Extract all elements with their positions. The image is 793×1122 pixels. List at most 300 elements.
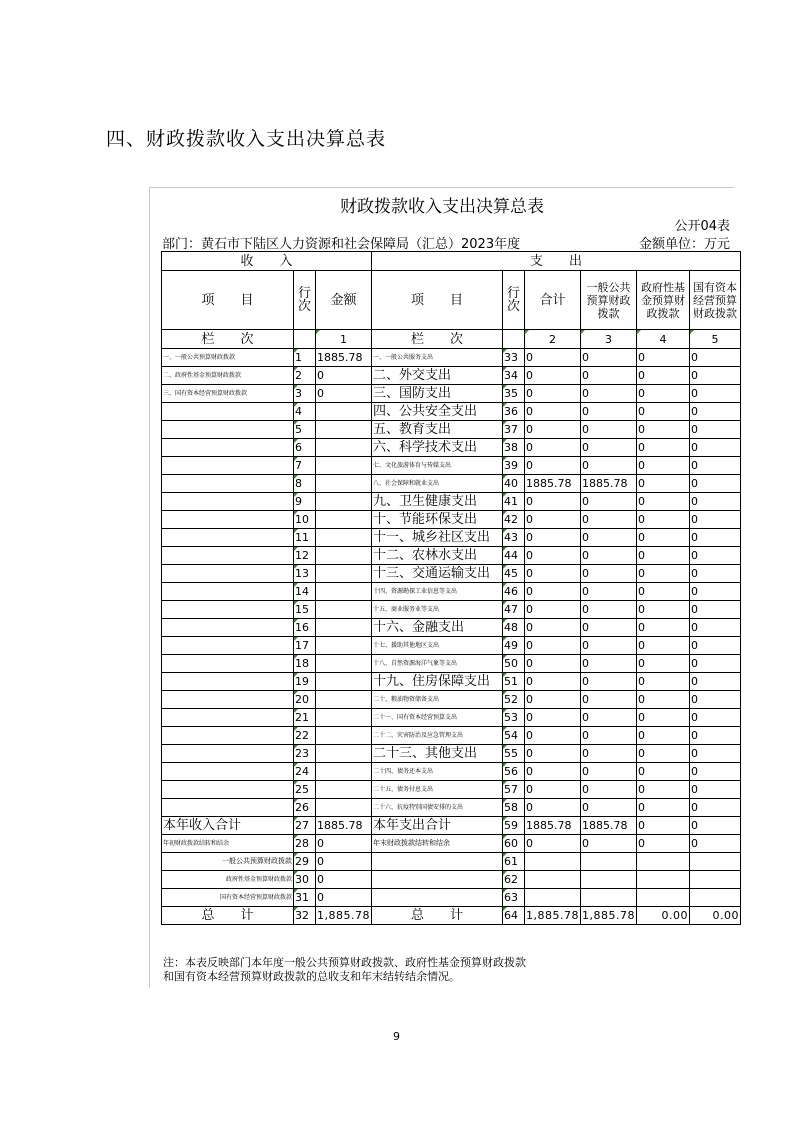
gf-amount: 0	[636, 385, 689, 403]
table-row	[162, 619, 741, 637]
left-row-no: 2	[294, 367, 316, 385]
left-amount	[316, 781, 372, 799]
sc-amount: 0	[689, 421, 740, 439]
left-item	[162, 493, 294, 511]
right-row-no: 53	[502, 709, 524, 727]
total-amount: 0	[524, 511, 580, 529]
right-item: 四、公共安全支出	[371, 403, 502, 421]
right-item: 八、社会保障和就业支出	[371, 475, 502, 493]
gf-amount: 0	[636, 619, 689, 637]
gf-amount: 0	[636, 565, 689, 583]
table-row	[162, 457, 741, 475]
sc-amount: 0	[689, 619, 740, 637]
left-amount: 0	[316, 853, 372, 871]
total-amount: 0	[524, 385, 580, 403]
left-item	[162, 403, 294, 421]
gp-amount	[580, 853, 636, 871]
gp-amount: 0	[580, 565, 636, 583]
total-amount: 0	[524, 457, 580, 475]
right-item: 十二、农林水支出	[371, 547, 502, 565]
right-row-no: 62	[502, 871, 524, 889]
left-item: 年初财政拨款结转和结余	[162, 835, 294, 853]
right-item: 十、节能环保支出	[371, 511, 502, 529]
total-amount: 0	[524, 367, 580, 385]
gp-amount: 1885.78	[580, 475, 636, 493]
total-amount: 1885.78	[524, 475, 580, 493]
gp-amount: 0	[580, 691, 636, 709]
right-item: 本年支出合计	[371, 817, 502, 835]
sc-amount: 0	[689, 493, 740, 511]
gf-amount: 0	[636, 511, 689, 529]
sc-amount: 0	[689, 835, 740, 853]
right-row-no: 36	[502, 403, 524, 421]
sc-amount: 0	[689, 529, 740, 547]
gf-amount: 0	[636, 727, 689, 745]
gf-amount: 0	[636, 817, 689, 835]
gf-amount: 0	[636, 601, 689, 619]
col-index-3: 3	[580, 330, 636, 349]
gf-amount: 0	[636, 439, 689, 457]
gp-amount: 0	[580, 511, 636, 529]
table-row	[162, 655, 741, 673]
left-item	[162, 421, 294, 439]
total-amount: 0	[524, 637, 580, 655]
left-amount: 0	[316, 889, 372, 907]
left-item	[162, 547, 294, 565]
right-row-no: 35	[502, 385, 524, 403]
table-row	[162, 529, 741, 547]
gf-amount: 0	[636, 655, 689, 673]
total-amount	[524, 889, 580, 907]
right-item: 十四、资源勘探工业信息等支出	[371, 583, 502, 601]
left-item	[162, 475, 294, 493]
right-row-no: 47	[502, 601, 524, 619]
right-item: 二十三、其他支出	[371, 745, 502, 763]
gf-amount	[636, 871, 689, 889]
gp-amount: 0	[580, 583, 636, 601]
right-item: 五、教育支出	[371, 421, 502, 439]
total-amount: 0	[524, 763, 580, 781]
table-row	[162, 871, 741, 889]
total-amount: 0	[524, 547, 580, 565]
gf-amount	[636, 853, 689, 871]
income-header: 收 入	[162, 252, 372, 271]
gf-amount: 0	[636, 691, 689, 709]
form-code: 公开04表	[674, 219, 730, 234]
sc-amount: 0	[689, 655, 740, 673]
left-amount	[316, 799, 372, 817]
left-row-no: 29	[294, 853, 316, 871]
budget-table	[161, 251, 741, 925]
left-item	[162, 709, 294, 727]
left-row-no: 10	[294, 511, 316, 529]
right-item: 六、科学技术支出	[371, 439, 502, 457]
left-row-no: 26	[294, 799, 316, 817]
left-item	[162, 619, 294, 637]
gf-amount	[636, 889, 689, 907]
table-row	[162, 403, 741, 421]
sc-amount: 0	[689, 385, 740, 403]
left-row-no: 7	[294, 457, 316, 475]
gp-amount: 0	[580, 781, 636, 799]
left-row-no: 25	[294, 781, 316, 799]
left-amount: 0	[316, 367, 372, 385]
left-row-no: 23	[294, 745, 316, 763]
total-amount: 0	[524, 565, 580, 583]
left-amount: 0	[316, 385, 372, 403]
col-index-5: 5	[689, 330, 740, 349]
right-item: 二十二、灾害防治及应急管理支出	[371, 727, 502, 745]
left-row-no: 8	[294, 475, 316, 493]
total-amount: 1885.78	[524, 817, 580, 835]
left-row-no: 13	[294, 565, 316, 583]
total-header: 合计	[524, 271, 580, 330]
gf-amount: 0	[636, 367, 689, 385]
left-amount	[316, 637, 372, 655]
left-amount	[316, 403, 372, 421]
total-amount: 0	[524, 691, 580, 709]
gf-amount: 0	[636, 547, 689, 565]
gp-header: 一般公共预算财政拨款	[580, 271, 636, 330]
sc-amount	[689, 853, 740, 871]
left-amount	[316, 619, 372, 637]
table-row	[162, 493, 741, 511]
footnote	[163, 956, 526, 984]
right-row-no: 63	[502, 889, 524, 907]
sc-header: 国有资本经营预算财政拨款	[689, 271, 740, 330]
gp-amount: 0	[580, 547, 636, 565]
table-row	[162, 691, 741, 709]
left-row-no: 11	[294, 529, 316, 547]
gp-amount: 0	[580, 493, 636, 511]
right-row-no: 48	[502, 619, 524, 637]
sc-amount: 0	[689, 547, 740, 565]
left-item	[162, 673, 294, 691]
total-amount: 0	[524, 601, 580, 619]
gf-amount: 0	[636, 745, 689, 763]
left-amount	[316, 583, 372, 601]
left-amount	[316, 421, 372, 439]
table-row	[162, 565, 741, 583]
left-item	[162, 529, 294, 547]
gp-amount: 0	[580, 637, 636, 655]
left-row-no: 27	[294, 817, 316, 835]
department-label	[162, 233, 520, 252]
gp-amount: 0	[580, 835, 636, 853]
gf-amount: 0	[636, 493, 689, 511]
sc-amount: 0	[689, 691, 740, 709]
total-amount: 0	[524, 745, 580, 763]
right-item	[371, 871, 502, 889]
left-row-no: 19	[294, 673, 316, 691]
table-row	[162, 385, 741, 403]
gp-amount: 1885.78	[580, 817, 636, 835]
table-row	[162, 799, 741, 817]
left-amount	[316, 493, 372, 511]
right-row-no: 46	[502, 583, 524, 601]
right-row-no: 52	[502, 691, 524, 709]
left-row-no: 1	[294, 349, 316, 367]
right-item: 十九、住房保障支出	[371, 673, 502, 691]
left-item: 一、一般公共预算财政拨款	[162, 349, 294, 367]
left-item	[162, 727, 294, 745]
amount-unit: 金额单位：万元	[638, 237, 730, 252]
left-item	[162, 601, 294, 619]
right-item: 七、文化旅游体育与传媒支出	[371, 457, 502, 475]
sc-amount: 0	[689, 673, 740, 691]
page-heading: 四、财政拨款收入支出决算总表	[106, 128, 387, 150]
right-item: 二十五、债务付息支出	[371, 781, 502, 799]
department-name: 部门：黄石市下陆区人力资源和社会保障局（汇总）	[162, 237, 462, 252]
left-row-no: 17	[294, 637, 316, 655]
left-item	[162, 439, 294, 457]
table-row	[162, 367, 741, 385]
grand-total-gf: 0.00	[636, 907, 689, 925]
gf-amount: 0	[636, 475, 689, 493]
table-row	[162, 889, 741, 907]
sc-amount: 0	[689, 457, 740, 475]
gf-amount: 0	[636, 457, 689, 475]
table-row	[162, 763, 741, 781]
table-row	[162, 475, 741, 493]
grand-total-label-right: 总 计	[371, 907, 502, 925]
left-row-no: 14	[294, 583, 316, 601]
gp-amount: 0	[580, 619, 636, 637]
table-row	[162, 583, 741, 601]
right-item: 十五、商业服务业等支出	[371, 601, 502, 619]
grand-total-label-left: 总 计	[162, 907, 294, 925]
right-row-no: 54	[502, 727, 524, 745]
left-amount	[316, 457, 372, 475]
right-row-no: 45	[502, 565, 524, 583]
left-amount	[316, 475, 372, 493]
right-item: 二十四、债务还本支出	[371, 763, 502, 781]
left-row-no: 4	[294, 403, 316, 421]
sc-amount: 0	[689, 763, 740, 781]
gp-amount: 0	[580, 727, 636, 745]
gf-amount: 0	[636, 673, 689, 691]
gp-amount	[580, 889, 636, 907]
table-row	[162, 709, 741, 727]
right-item: 十八、自然资源海洋气象等支出	[371, 655, 502, 673]
right-row-no: 44	[502, 547, 524, 565]
left-amount	[316, 691, 372, 709]
gp-amount: 0	[580, 709, 636, 727]
table-row	[162, 511, 741, 529]
income-amount-header: 金额	[316, 271, 372, 330]
right-item: 二十、粮油物资储备支出	[371, 691, 502, 709]
right-item: 十六、金融支出	[371, 619, 502, 637]
right-row-no: 33	[502, 349, 524, 367]
gf-amount: 0	[636, 835, 689, 853]
total-amount: 0	[524, 349, 580, 367]
left-row-no: 20	[294, 691, 316, 709]
total-amount: 0	[524, 421, 580, 439]
total-amount: 0	[524, 529, 580, 547]
total-amount: 0	[524, 835, 580, 853]
col-label-right: 栏 次	[371, 330, 502, 349]
footnote-line: 和国有资本经营预算财政拨款的总收支和年末结转结余情况。	[163, 970, 460, 983]
table-row	[162, 745, 741, 763]
table-row	[162, 817, 741, 835]
right-row-no: 55	[502, 745, 524, 763]
col-blank	[502, 330, 524, 349]
sc-amount: 0	[689, 727, 740, 745]
grand-total-amount-left: 1,885.78	[316, 907, 372, 925]
expense-header: 支 出	[371, 252, 740, 271]
sc-amount	[689, 889, 740, 907]
right-item	[371, 853, 502, 871]
total-amount: 0	[524, 709, 580, 727]
left-item	[162, 637, 294, 655]
left-row-no: 31	[294, 889, 316, 907]
total-row	[162, 907, 741, 925]
sc-amount: 0	[689, 565, 740, 583]
gp-amount: 0	[580, 421, 636, 439]
total-amount	[524, 853, 580, 871]
sc-amount: 0	[689, 475, 740, 493]
grand-total-sum: 1,885.78	[524, 907, 580, 925]
left-item	[162, 655, 294, 673]
sc-amount: 0	[689, 799, 740, 817]
gf-amount: 0	[636, 709, 689, 727]
left-amount: 1885.78	[316, 817, 372, 835]
gp-amount: 0	[580, 349, 636, 367]
right-row-no: 58	[502, 799, 524, 817]
gf-amount: 0	[636, 781, 689, 799]
gp-amount: 0	[580, 385, 636, 403]
income-item-header: 项 目	[162, 271, 294, 330]
table-row	[162, 727, 741, 745]
grand-total-rowno-left: 32	[294, 907, 316, 925]
table-row	[162, 421, 741, 439]
total-amount: 0	[524, 727, 580, 745]
left-row-no: 30	[294, 871, 316, 889]
gf-amount: 0	[636, 637, 689, 655]
left-amount: 0	[316, 871, 372, 889]
left-item	[162, 763, 294, 781]
left-row-no: 28	[294, 835, 316, 853]
left-item: 政府性基金预算财政拨款	[162, 871, 294, 889]
total-amount: 0	[524, 781, 580, 799]
left-row-no: 24	[294, 763, 316, 781]
left-amount	[316, 511, 372, 529]
right-row-no: 42	[502, 511, 524, 529]
sc-amount: 0	[689, 601, 740, 619]
total-amount: 0	[524, 673, 580, 691]
left-item: 本年收入合计	[162, 817, 294, 835]
gp-amount: 0	[580, 673, 636, 691]
right-row-no: 59	[502, 817, 524, 835]
gp-amount: 0	[580, 403, 636, 421]
right-row-no: 60	[502, 835, 524, 853]
left-item: 国有资本经营预算财政拨款	[162, 889, 294, 907]
gf-amount: 0	[636, 529, 689, 547]
table-row	[162, 673, 741, 691]
table-row	[162, 781, 741, 799]
left-row-no: 16	[294, 619, 316, 637]
sc-amount: 0	[689, 439, 740, 457]
gf-amount: 0	[636, 763, 689, 781]
sc-amount: 0	[689, 349, 740, 367]
sc-amount	[689, 871, 740, 889]
grand-total-sc: 0.00	[689, 907, 740, 925]
sc-amount: 0	[689, 709, 740, 727]
sheet-title: 财政拨款收入支出决算总表	[340, 197, 544, 217]
total-amount: 0	[524, 799, 580, 817]
left-amount	[316, 763, 372, 781]
right-item: 三、国防支出	[371, 385, 502, 403]
gp-amount: 0	[580, 529, 636, 547]
table-row	[162, 637, 741, 655]
table-row	[162, 853, 741, 871]
left-item	[162, 691, 294, 709]
total-amount: 0	[524, 403, 580, 421]
left-item	[162, 457, 294, 475]
total-amount: 0	[524, 439, 580, 457]
gf-header: 政府性基金预算财政拨款	[636, 271, 689, 330]
left-row-no: 3	[294, 385, 316, 403]
left-row-no: 15	[294, 601, 316, 619]
gf-amount: 0	[636, 421, 689, 439]
report-year: 2023年度	[461, 237, 521, 252]
left-amount	[316, 601, 372, 619]
right-row-no: 40	[502, 475, 524, 493]
grand-total-gp: 1,885.78	[580, 907, 636, 925]
col-index-2: 2	[524, 330, 580, 349]
left-item: 一般公共预算财政拨款	[162, 853, 294, 871]
gp-amount: 0	[580, 799, 636, 817]
footnote-line: 注：本表反映部门本年度一般公共预算财政拨款、政府性基金预算财政拨款	[163, 956, 526, 969]
total-amount: 0	[524, 619, 580, 637]
right-row-no: 43	[502, 529, 524, 547]
sc-amount: 0	[689, 781, 740, 799]
left-row-no: 21	[294, 709, 316, 727]
expense-item-header: 项 目	[371, 271, 502, 330]
col-blank	[294, 330, 316, 349]
col-label-left: 栏 次	[162, 330, 294, 349]
gp-amount	[580, 871, 636, 889]
table-row	[162, 601, 741, 619]
right-item: 九、卫生健康支出	[371, 493, 502, 511]
left-amount: 0	[316, 835, 372, 853]
right-item	[371, 889, 502, 907]
total-amount: 0	[524, 583, 580, 601]
sc-amount: 0	[689, 511, 740, 529]
col-index-4: 4	[636, 330, 689, 349]
right-item: 二十一、国有资本经营预算支出	[371, 709, 502, 727]
left-amount	[316, 673, 372, 691]
left-amount	[316, 565, 372, 583]
left-amount	[316, 439, 372, 457]
left-item	[162, 781, 294, 799]
left-row-no: 5	[294, 421, 316, 439]
right-row-no: 49	[502, 637, 524, 655]
left-amount	[316, 727, 372, 745]
grand-total-rowno-right: 64	[502, 907, 524, 925]
expense-rowno-header: 行次	[502, 271, 524, 330]
right-row-no: 56	[502, 763, 524, 781]
left-item: 三、国有资本经营预算财政拨款	[162, 385, 294, 403]
right-item: 二十六、抗疫特别国债安排的支出	[371, 799, 502, 817]
right-row-no: 39	[502, 457, 524, 475]
left-row-no: 18	[294, 655, 316, 673]
right-item: 一、一般公共服务支出	[371, 349, 502, 367]
table-row	[162, 835, 741, 853]
right-item: 二、外交支出	[371, 367, 502, 385]
right-row-no: 50	[502, 655, 524, 673]
total-amount: 0	[524, 655, 580, 673]
